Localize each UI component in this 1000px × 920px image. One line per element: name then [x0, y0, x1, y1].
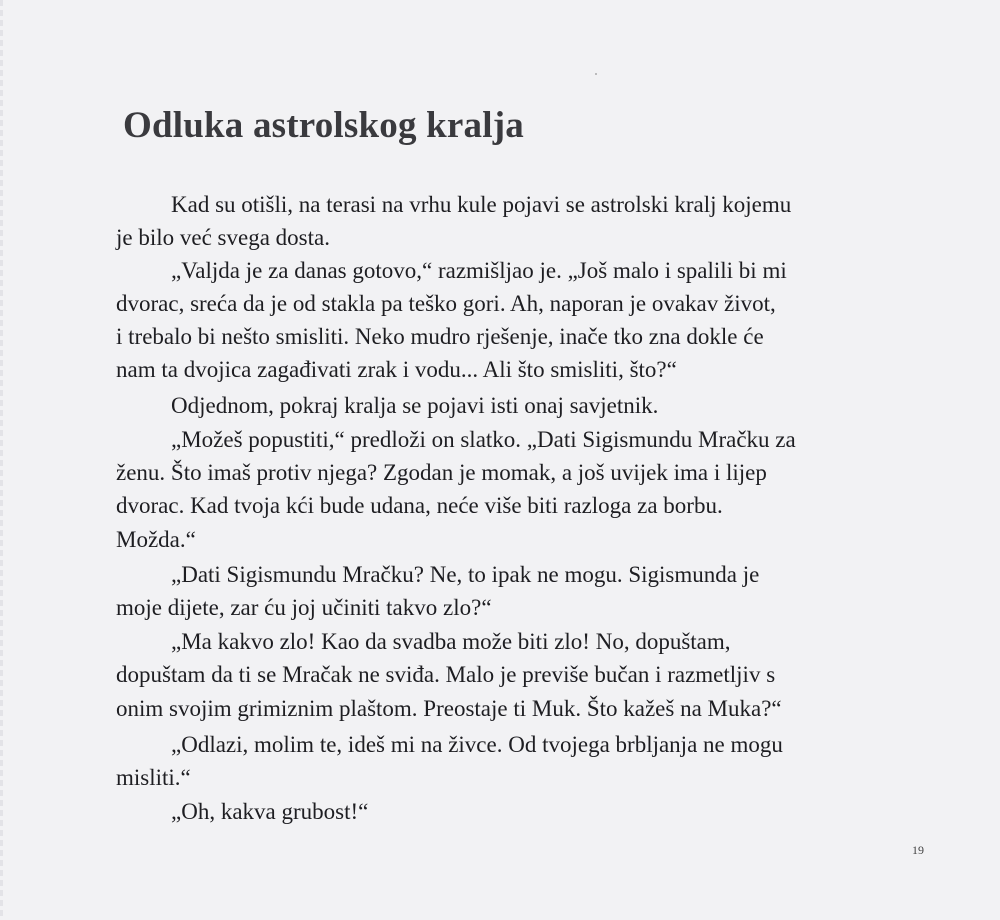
text-line: i trebalo bi nešto smisliti. Neko mudro rješenje, inače tko zna dokle će [116, 324, 764, 349]
text-line: „Možeš popustiti,“ predloži on slatko. „Dati Sigismundu Mračku za [171, 427, 796, 452]
text-line: „Dati Sigismundu Mračku? Ne, to ipak ne mogu. Sigismunda je [171, 562, 760, 587]
text-line: „Odlazi, molim te, ideš mi na živce. Od tvojega brbljanja ne mogu [171, 732, 783, 757]
text-line: Možda.“ [116, 527, 196, 552]
text-line: nam ta dvojica zagađivati zrak i vodu... Ali što smisliti, što?“ [116, 357, 677, 382]
text-line: ženu. Što imaš protiv njega? Zgodan je momak, a još uvijek ima i lijep [116, 460, 767, 485]
text-line: dopuštam da ti se Mračak ne sviđa. Malo je previše bučan i razmetljiv s [116, 662, 776, 687]
text-line: je bilo već svega dosta. [116, 225, 330, 250]
page-number: 19 [912, 843, 924, 857]
paper-speck [595, 73, 597, 75]
text-line: „Ma kakvo zlo! Kao da svadba može biti zlo! No, dopuštam, [171, 629, 731, 654]
text-line: dvorac. Kad tvoja kći bude udana, neće više biti razloga za borbu. [116, 493, 723, 518]
text-line: misliti.“ [116, 765, 191, 790]
text-line: Kad su otišli, na terasi na vrhu kule pojavi se astrolski kralj kojemu [171, 192, 792, 217]
page-edge [0, 0, 3, 920]
text-line: onim svojim grimiznim plaštom. Preostaje ti Muk. Što kažeš na Muka?“ [116, 696, 782, 721]
text-line: Odjednom, pokraj kralja se pojavi isti onaj savjetnik. [171, 393, 659, 418]
text-line: dvorac, sreća da je od stakla pa teško gori. Ah, naporan je ovakav život, [116, 291, 776, 316]
chapter-title: Odluka astrolskog kralja [123, 105, 524, 146]
text-line: „Oh, kakva grubost!“ [171, 799, 369, 824]
text-line: moje dijete, zar ću joj učiniti takvo zlo?“ [116, 595, 492, 620]
text-line: „Valjda je za danas gotovo,“ razmišljao je. „Još malo i spalili bi mi [171, 258, 787, 283]
